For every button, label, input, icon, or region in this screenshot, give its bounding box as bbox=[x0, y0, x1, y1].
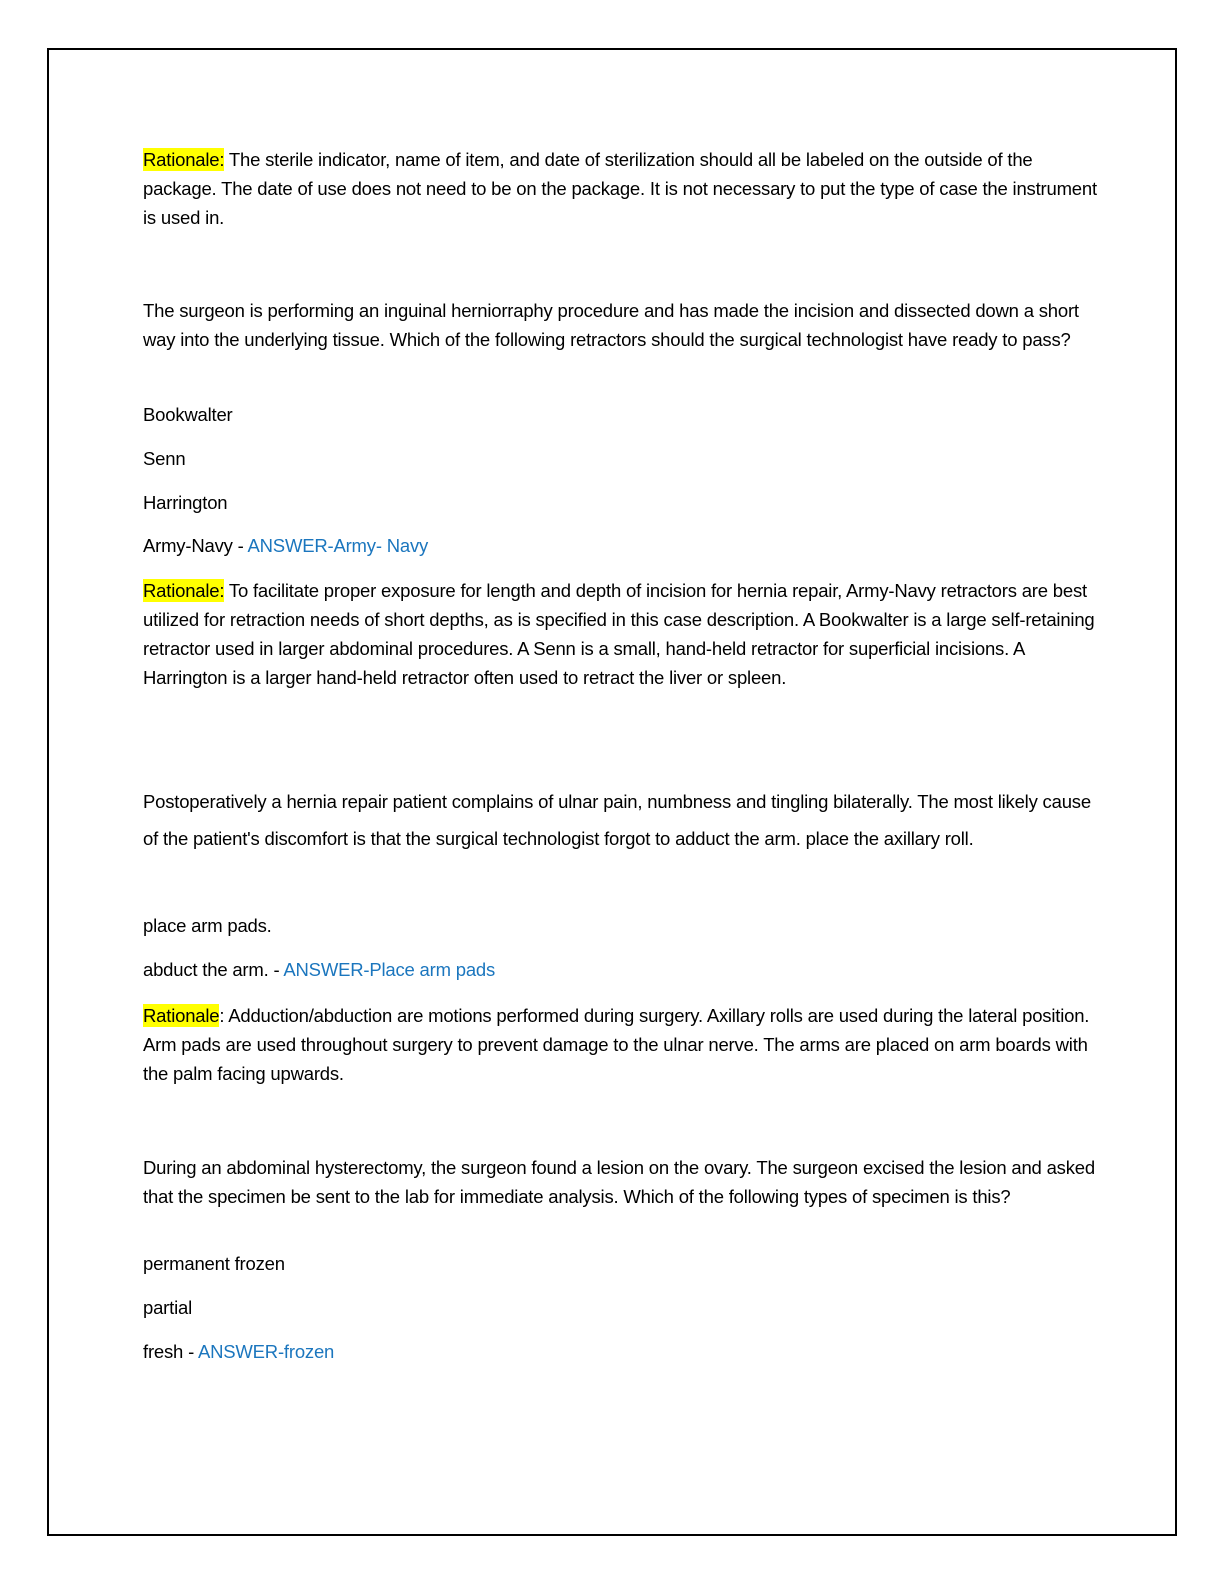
rationale-highlight: Rationale: bbox=[143, 580, 225, 601]
question-paragraph: During an abdominal hysterectomy, the surgeon found a lesion on the ovary. The surgeon excised the lesion and asked that the specimen be sent to the lab for immediate analysis. Which of the following types of specimen is this? bbox=[143, 1157, 1095, 1207]
option-item: Senn bbox=[143, 448, 186, 469]
option-item: place arm pads. bbox=[143, 915, 272, 936]
rationale-paragraph bbox=[143, 145, 1108, 232]
rationale-text: To facilitate proper exposure for length and depth of incision for hernia repair, Army-Navy retractors are best utilized for retraction needs of short depths, as is specified in this case description. A Bookwalter is a large self-retaining retractor used in larger abdominal procedures. A Senn is a small, hand-held retractor for superficial incisions. A Harrington is a larger hand-held retractor often used to retract the liver or spleen. bbox=[143, 580, 1095, 688]
option-item: Bookwalter bbox=[143, 404, 233, 425]
rationale-paragraph bbox=[143, 576, 1108, 692]
answer-line bbox=[143, 531, 1108, 560]
option-item: partial bbox=[143, 1297, 192, 1318]
option-item: Harrington bbox=[143, 492, 228, 513]
answer-option-text: fresh - bbox=[143, 1341, 198, 1362]
option-item: permanent frozen bbox=[143, 1253, 285, 1274]
answer-value: ANSWER-frozen bbox=[197, 1341, 335, 1362]
rationale-text: : Adduction/abduction are motions performed during surgery. Axillary rolls are used during the lateral position. Arm pads are used throughout surgery to prevent damage to the ulnar nerve. The arms are placed on arm boards with the palm facing upwards. bbox=[143, 1005, 1090, 1084]
rationale-highlight: Rationale: bbox=[143, 149, 225, 170]
answer-value: ANSWER-Place arm pads bbox=[283, 959, 496, 980]
answer-option-text: abduct the arm. - bbox=[143, 959, 284, 980]
question-paragraph: Postoperatively a hernia repair patient complains of ulnar pain, numbness and tingling bilaterally. The most likely cause of the patient's discomfort is that the surgical technologist forgot to adduct the arm. place the axillary roll. bbox=[143, 791, 1091, 849]
rationale-paragraph bbox=[143, 1001, 1108, 1088]
rationale-highlight: Rationale bbox=[143, 1005, 220, 1026]
answer-line bbox=[143, 955, 1108, 984]
rationale-text: The sterile indicator, name of item, and date of sterilization should all be labeled on the outside of the package. The date of use does not need to be on the package. It is not necessary to put the type of case the instrument is used in. bbox=[143, 149, 1097, 228]
question-paragraph: The surgeon is performing an inguinal herniorraphy procedure and has made the incision and dissected down a short way into the underlying tissue. Which of the following retractors should the surgical technologist have ready to pass? bbox=[143, 300, 1079, 350]
answer-option-text: Army-Navy - bbox=[143, 535, 248, 556]
answer-value: ANSWER-Army- Navy bbox=[247, 535, 429, 556]
answer-line bbox=[143, 1337, 1108, 1366]
